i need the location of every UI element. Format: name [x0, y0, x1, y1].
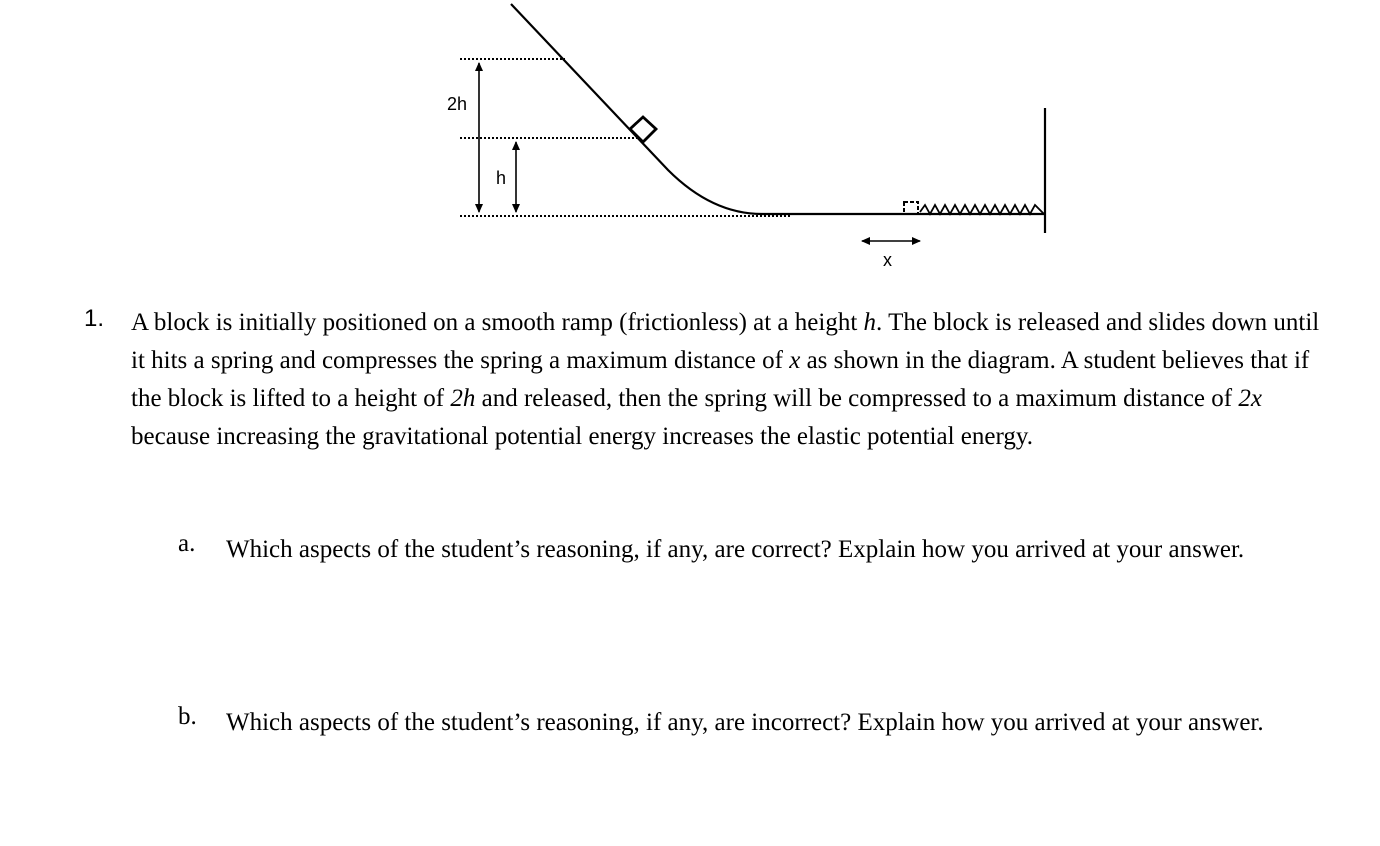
label-h: h	[496, 168, 507, 188]
dashed-block	[904, 202, 918, 214]
ramp-spring-diagram	[0, 0, 1380, 290]
question-number: 1.	[84, 305, 105, 332]
label-x: x	[883, 250, 892, 270]
question-text: A block is initially positioned on a smooth ramp (frictionless) at a height h. The block is released and slides down until it hits a spring and compresses the spring a maximum distance of x as shown in the diagram. A student believes that if the block is lifted to a height of 2h and released, then the spring will be compressed to a maximum distance of 2x because increasing the gravitational potential energy increases the elastic potential energy.	[131, 309, 1320, 450]
spring	[920, 205, 1044, 214]
sub-question-b-text: Which aspects of the student’s reasoning, if any, are incorrect? Explain how you arrived at your answer.	[226, 709, 1264, 736]
sub-question-b-label: b.	[178, 703, 197, 730]
sub-question-a-text: Which aspects of the student’s reasoning, if any, are correct? Explain how you arrived at your answer.	[226, 536, 1245, 563]
label-2h: 2h	[447, 94, 468, 114]
sub-question-a-label: a.	[178, 530, 196, 557]
ramp-surface	[511, 4, 1044, 214]
